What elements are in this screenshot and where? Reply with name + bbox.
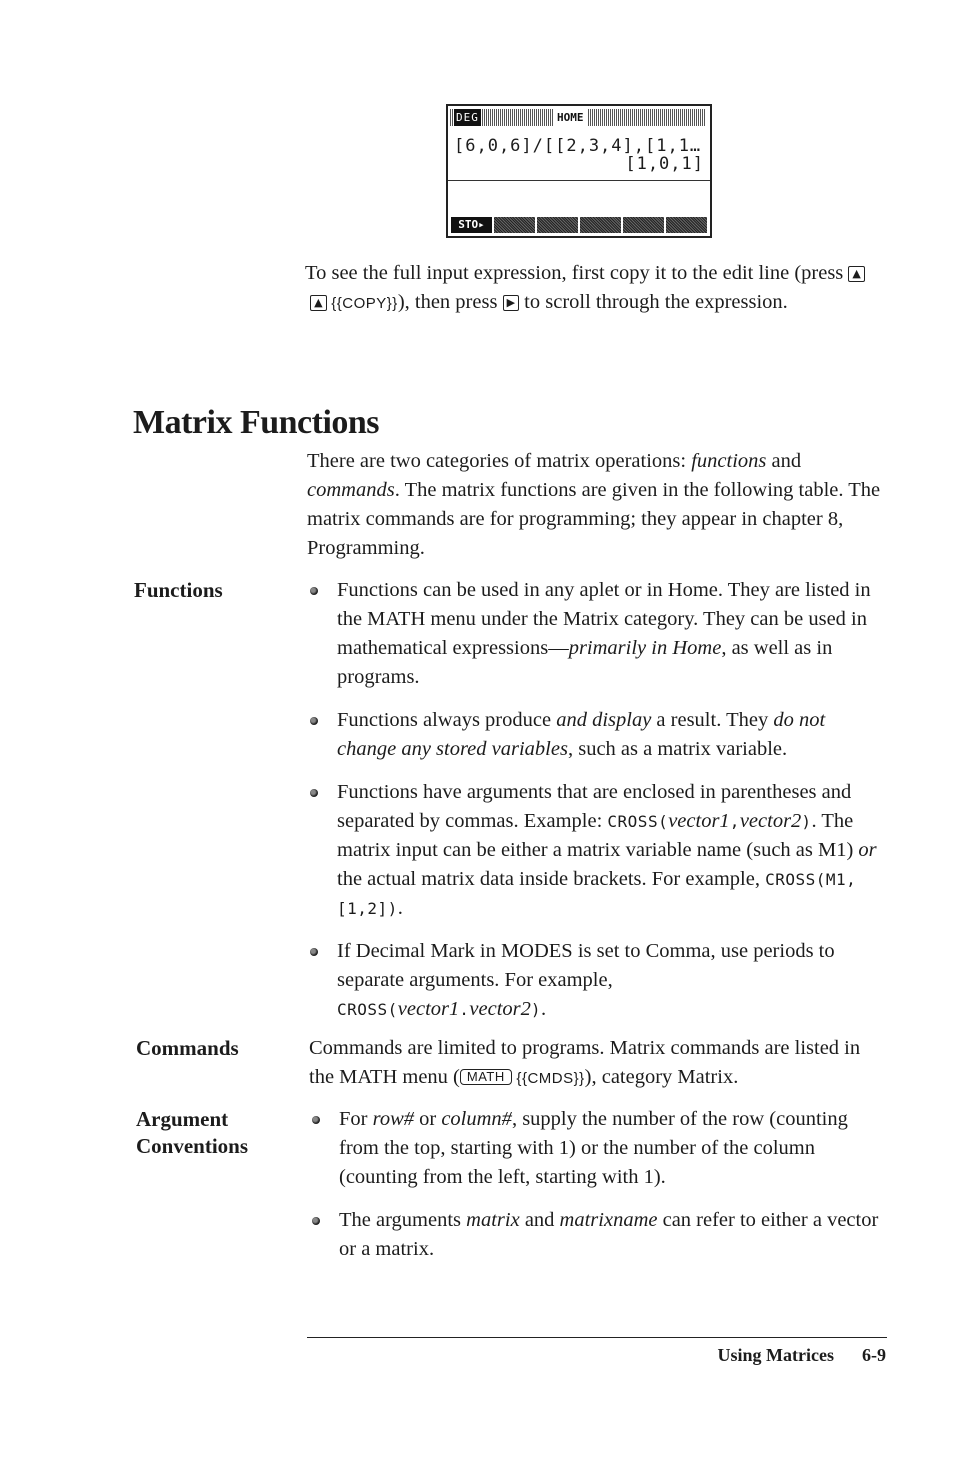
page-footer: [718, 1345, 886, 1366]
section-intro-text: and: [766, 450, 802, 472]
screen-result-line: [1,0,1]: [625, 154, 704, 174]
code-text: ): [530, 1000, 542, 1019]
commands-text: Commands are limited to programs. Matrix commands are listed in the MATH menu (: [309, 1037, 861, 1088]
menu-key-blank: [494, 217, 535, 233]
commands-paragraph: [309, 1034, 889, 1093]
bullet-text: .: [397, 897, 403, 919]
bullet-text: or: [414, 1108, 442, 1130]
math-key-icon: MATH: [460, 1069, 512, 1085]
emphasis-text: or: [858, 839, 877, 861]
emphasis-text: matrix: [466, 1209, 520, 1231]
emphasis-text: vector2: [469, 998, 531, 1020]
heading-line: Argument: [136, 1107, 229, 1131]
angle-mode-indicator: DEG: [456, 111, 479, 124]
bullet-text: , such as a matrix variable.: [567, 738, 788, 760]
intro-text: To see the full input expression, first copy it to the edit line (press: [305, 262, 849, 284]
list-item: [309, 1206, 889, 1264]
section-title: Matrix Functions: [133, 404, 380, 441]
argument-conventions-list: [309, 1105, 889, 1278]
bullet-text: . The matrix input can be either a matrix variable name (such as M1): [337, 810, 859, 861]
code-text: .: [459, 1000, 470, 1019]
functions-list: [307, 576, 887, 1038]
intro-paragraph: [305, 259, 865, 318]
bullet-text: If Decimal Mark in MODES is set to Comma, use periods to separate arguments. For example,: [337, 940, 835, 991]
menu-key-blank: [666, 217, 707, 233]
screen-status-bar: [450, 109, 706, 126]
intro-text: to scroll through the expression.: [519, 291, 788, 313]
bullet-text: the actual matrix data inside brackets. For example,: [337, 868, 766, 890]
emphasis-text: matrixname: [559, 1209, 658, 1231]
bullet-text: .: [541, 998, 547, 1020]
list-item: [307, 576, 887, 692]
screen-menu-bar: [451, 217, 707, 233]
code-text: CROSS(: [607, 812, 669, 831]
cmds-softkey: {{CMDS}}: [511, 1070, 585, 1087]
code-text: CROSS(: [337, 1000, 398, 1019]
screen-divider: [448, 180, 710, 181]
code-text: ): [801, 812, 812, 831]
heading-line: Conventions: [136, 1134, 249, 1158]
menu-key-blank: [537, 217, 578, 233]
up-arrow-key-icon: ▲: [310, 295, 326, 311]
functions-heading: Functions: [134, 578, 223, 602]
bullet-text: , as well as in programs.: [337, 637, 833, 688]
footer-rule: [307, 1337, 887, 1338]
commands-text: ), category Matrix.: [584, 1066, 739, 1088]
bullet-text: a result. They: [651, 709, 774, 731]
emphasis-commands: commands: [307, 479, 395, 501]
code-text: CROSS(M1,[1,2]): [337, 870, 857, 918]
menu-key-blank: [580, 217, 621, 233]
bullet-text: For: [339, 1108, 373, 1130]
right-arrow-key-icon: ▶: [503, 295, 519, 311]
bullet-text: and: [519, 1209, 560, 1231]
bullet-text: The arguments: [339, 1209, 467, 1231]
section-intro-text: . The matrix functions are given in the following table. The matrix commands are for programming; they appear in chapter 8, Programming.: [307, 479, 881, 559]
section-intro-text: There are two categories of matrix operations:: [307, 450, 692, 472]
bullet-text: Functions have arguments that are enclosed in parentheses and separated by commas. Example:: [337, 781, 852, 832]
emphasis-text: primarily in Home: [568, 637, 722, 659]
up-arrow-key-icon: ▲: [848, 266, 864, 282]
list-item: [307, 706, 887, 764]
list-item: [309, 1105, 889, 1192]
footer-chapter-title: Using Matrices: [717, 1345, 834, 1365]
emphasis-functions: functions: [691, 450, 767, 472]
bullet-text: Functions always produce: [337, 709, 557, 731]
intro-text: ), then press: [397, 291, 503, 313]
sto-menu-key: STO▸: [451, 217, 492, 233]
bullet-text: Functions can be used in any aplet or in Home. They are listed in the MATH menu under the Matrix category. They can be used in mathematical expressions—: [337, 579, 871, 659]
list-item: [307, 778, 887, 923]
argument-conventions-heading: [136, 1106, 248, 1160]
screen-expression-line: [6,0,6]/[[2,3,4],[1,1…: [454, 136, 702, 156]
menu-key-blank: [623, 217, 664, 233]
emphasis-text: row#: [372, 1108, 414, 1130]
emphasis-text: vector1: [668, 810, 730, 832]
emphasis-text: and display: [556, 709, 652, 731]
commands-heading: Commands: [136, 1036, 239, 1060]
emphasis-text: column#: [441, 1108, 512, 1130]
calculator-screen: [446, 104, 712, 238]
emphasis-text: vector2: [739, 810, 802, 832]
section-intro: [307, 447, 882, 563]
bullet-text: can refer to either a vector or a matrix.: [339, 1209, 879, 1260]
list-item: [307, 937, 887, 1024]
screen-title: HOME: [554, 109, 587, 126]
page-number: 6-9: [862, 1345, 886, 1365]
code-text: ,: [729, 812, 740, 831]
copy-softkey: {{COPY}}: [326, 295, 398, 312]
emphasis-text: do not change any stored variables: [337, 709, 826, 760]
emphasis-text: vector1: [397, 998, 460, 1020]
bullet-text: , supply the number of the row (counting from the top, starting with 1) or the number of the column (counting from the left, starting with 1).: [339, 1108, 848, 1188]
